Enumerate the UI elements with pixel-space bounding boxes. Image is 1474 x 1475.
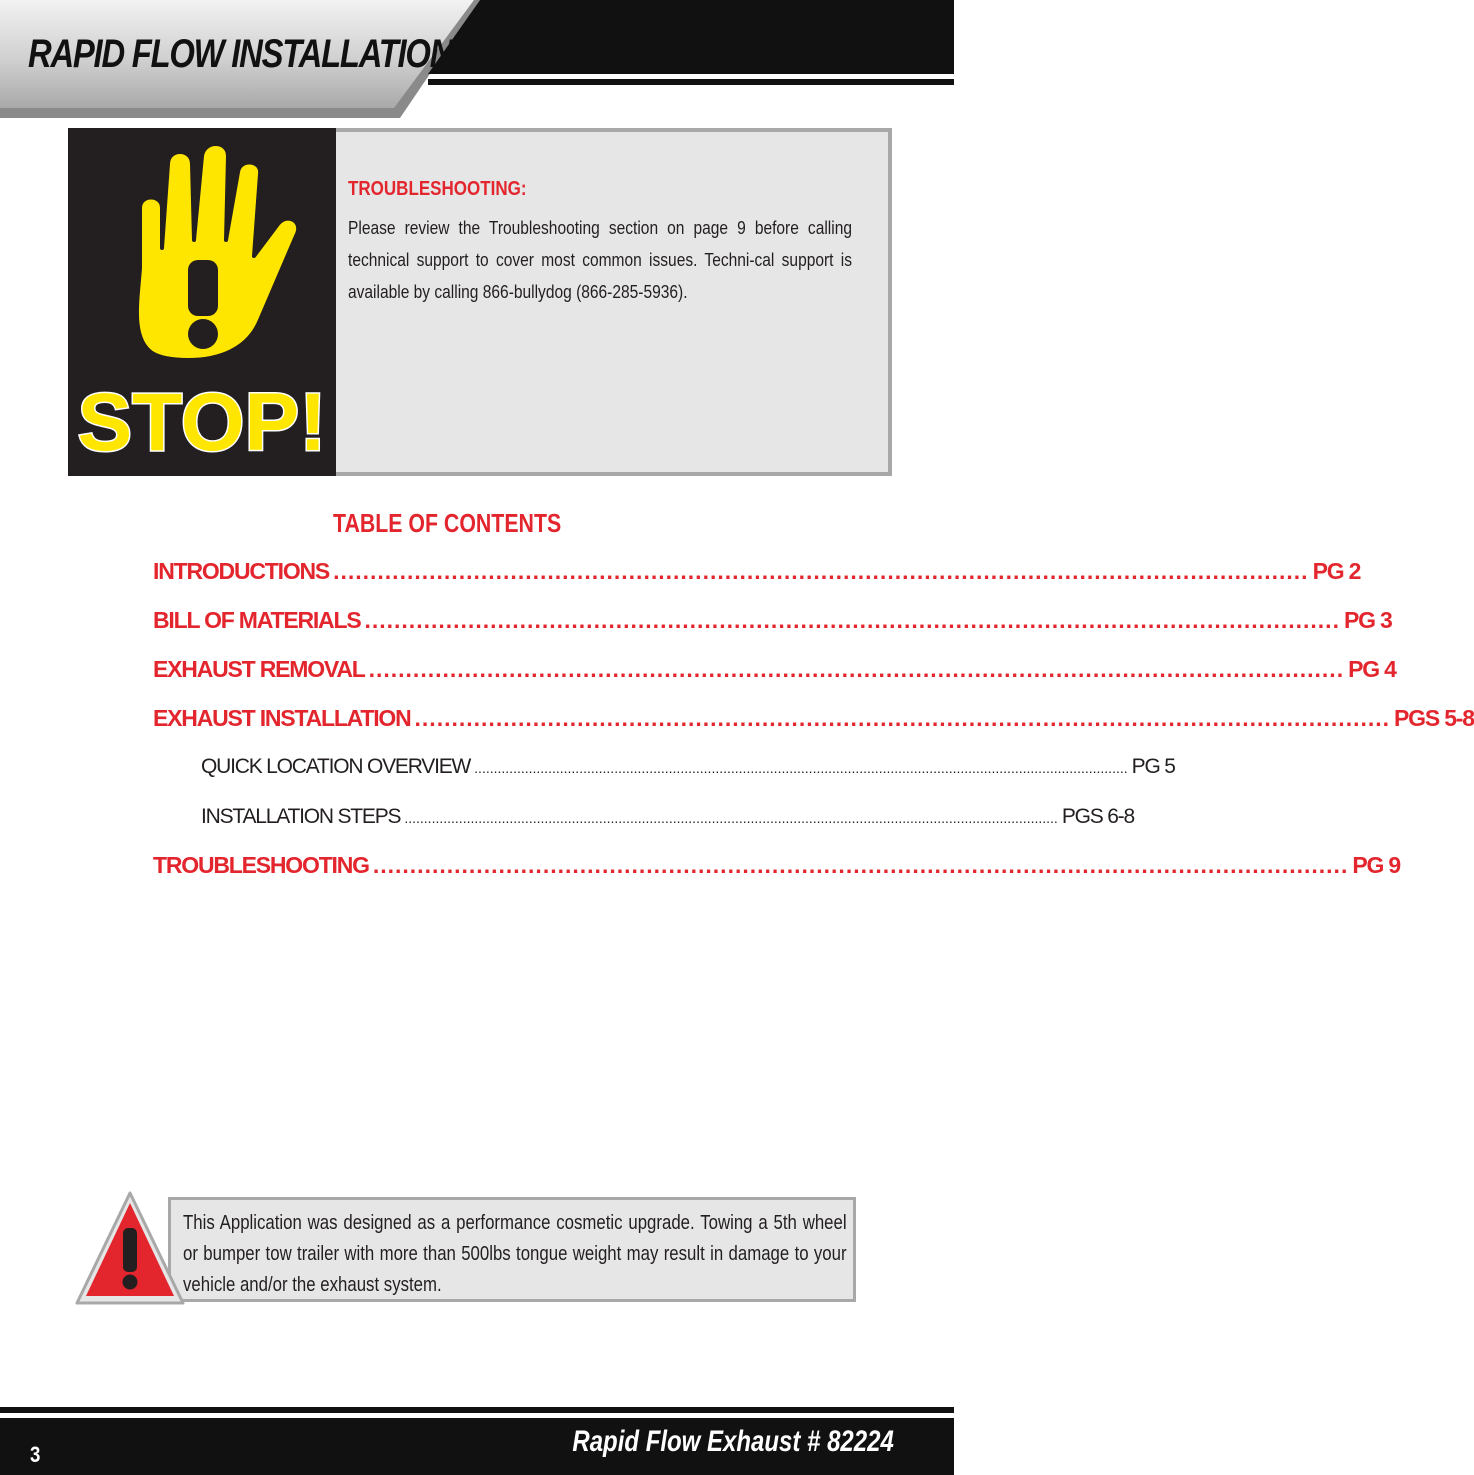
- toc-entry-label: QUICK LOCATION OVERVIEW: [201, 755, 471, 778]
- page-number: 3: [30, 1442, 41, 1467]
- stop-graphic-label: STOP!: [77, 377, 327, 468]
- toc-entry-label: EXHAUST INSTALLATION: [153, 705, 411, 731]
- toc-leader-dots: ........................................................................................................................................................................: [474, 760, 1128, 776]
- toc-entry[interactable]: [153, 558, 1361, 588]
- stop-hand-icon: [68, 128, 336, 476]
- toc-leader-dots: ....................................................................................................................................: [368, 656, 1345, 682]
- toc-entry-label: INTRODUCTIONS: [153, 558, 330, 584]
- towing-warning: [168, 1197, 856, 1302]
- toc-entry[interactable]: [153, 852, 1400, 882]
- toc-leader-dots: ....................................................................................................................................: [333, 558, 1309, 584]
- toc-entry-page: PGS 6-8: [1061, 805, 1134, 828]
- toc-entry-label: INSTALLATION STEPS: [201, 805, 401, 828]
- footer-rule: [0, 1407, 954, 1413]
- toc-subentry[interactable]: [201, 805, 1134, 835]
- page-header: [0, 0, 954, 120]
- toc-leader-dots: ........................................................................................................................................................................: [404, 810, 1058, 826]
- troubleshooting-text: Please review the Troubleshooting section on page 9 before calling technical support to cover most common issues. Techni-cal support is available by calling 866-bullydog (866-285-5936).: [348, 217, 852, 302]
- toc-entry-page: PG 2: [1312, 558, 1361, 584]
- towing-warning-text: This Application was designed as a performance cosmetic upgrade. Towing a 5th wheel or bumper tow trailer with more than 500lbs tongue weight may result in damage to your vehicle and/or the exhaust system.: [183, 1212, 847, 1296]
- troubleshooting-heading: TROUBLESHOOTING:: [348, 178, 527, 200]
- toc-entry-page: PG 4: [1348, 656, 1396, 682]
- toc-leader-dots: ....................................................................................................................................: [414, 705, 1391, 731]
- toc-entry[interactable]: [153, 656, 1396, 686]
- toc-entry-page: PG 5: [1131, 755, 1175, 778]
- toc-entry-label: TROUBLESHOOTING: [153, 852, 369, 878]
- toc-entry[interactable]: [153, 705, 1474, 735]
- stop-graphic: [68, 128, 336, 476]
- toc-leader-dots: ....................................................................................................................................: [372, 852, 1349, 878]
- toc-leader-dots: ....................................................................................................................................: [364, 607, 1340, 633]
- warning-triangle-icon: [74, 1190, 186, 1308]
- toc-entry-page: PGS 5-8: [1394, 705, 1474, 731]
- toc-entry-label: EXHAUST REMOVAL: [153, 656, 365, 682]
- troubleshooting-panel: [336, 128, 892, 476]
- toc-title: TABLE OF CONTENTS: [333, 508, 562, 538]
- toc-entry-page: PG 3: [1343, 607, 1392, 633]
- troubleshooting-callout: [68, 128, 892, 476]
- toc-entry-page: PG 9: [1352, 852, 1400, 878]
- toc-entry-label: BILL OF MATERIALS: [153, 607, 361, 633]
- toc-entry[interactable]: [153, 607, 1392, 637]
- toc-subentry[interactable]: [201, 755, 1175, 785]
- page-title: RAPID FLOW INSTALLATION: [28, 32, 453, 76]
- footer-product-title: Rapid Flow Exhaust # 82224: [572, 1425, 894, 1458]
